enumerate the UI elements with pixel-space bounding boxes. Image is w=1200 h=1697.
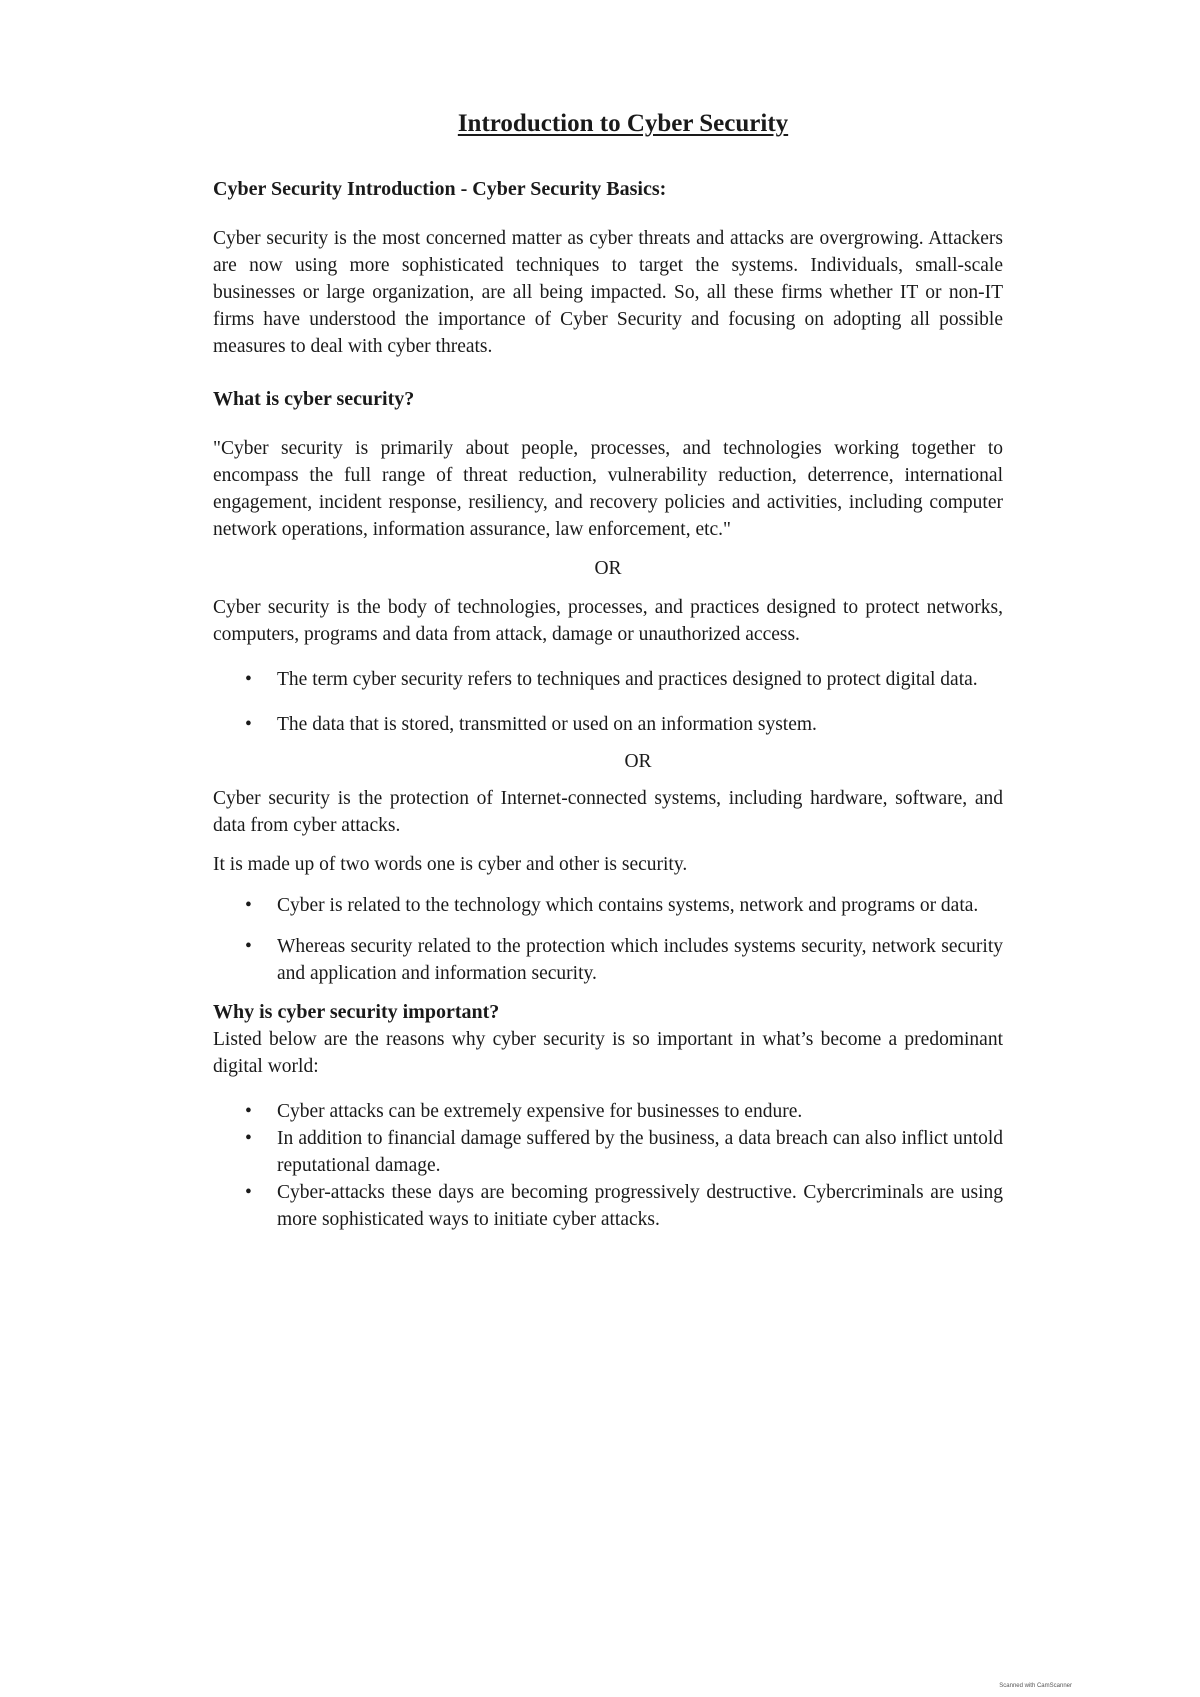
- definition-paragraph: Cyber security is the protection of Internet-connected systems, including hardware, software, and data from cyber attacks.: [213, 788, 1003, 836]
- section-heading-what-is: What is cyber security?: [213, 388, 415, 410]
- or-separator: OR: [624, 751, 652, 772]
- intro-paragraph: Cyber security is the most concerned matter as cyber threats and attacks are overgrowing. Attackers are now using more sophisticated techniques to target the systems. Individuals, small-scale businesses or large organization, are all being impacted. So, all these firms whether IT or non-IT firms have understood the importance of Cyber Security and focusing on adopting all possible measures to deal with cyber threats.: [213, 228, 1003, 357]
- two-words-paragraph: It is made up of two words one is cyber and other is security.: [213, 854, 688, 875]
- importance-intro-paragraph: Listed below are the reasons why cyber security is so important in what’s become a predominant digital world:: [213, 1029, 1003, 1077]
- document-content: [213, 110, 1003, 1233]
- section-heading-why-important: Why is cyber security important?: [213, 1001, 500, 1023]
- list-item: • Cyber-attacks these days are becoming progressively destructive. Cybercriminals are using more sophisticated ways to initiate cyber attacks.: [277, 1179, 1003, 1233]
- words-bullet-list: [213, 892, 1003, 987]
- scanner-watermark: Scanned with CamScanner: [999, 1683, 1072, 1689]
- list-item: • Cyber attacks can be extremely expensive for businesses to endure.: [277, 1098, 1003, 1125]
- page-title: Introduction to Cyber Security: [457, 110, 789, 137]
- section-heading-basics: Cyber Security Introduction - Cyber Security Basics:: [213, 178, 667, 200]
- list-item: • Whereas security related to the protection which includes systems security, network security and application and information security.: [277, 933, 1003, 987]
- importance-bullet-list: [213, 1098, 1003, 1233]
- list-item: • The data that is stored, transmitted or used on an information system.: [277, 711, 1003, 738]
- list-item: • The term cyber security refers to techniques and practices designed to protect digital data.: [277, 666, 1003, 693]
- definition-paragraph: Cyber security is the body of technologies, processes, and practices designed to protect networks, computers, programs and data from attack, damage or unauthorized access.: [213, 597, 1003, 645]
- list-item: • Cyber is related to the technology which contains systems, network and programs or data.: [277, 892, 1003, 919]
- or-separator: OR: [594, 558, 622, 579]
- list-item: • In addition to financial damage suffered by the business, a data breach can also inflict untold reputational damage.: [277, 1125, 1003, 1179]
- definition-quote: "Cyber security is primarily about people, processes, and technologies working together to encompass the full range of threat reduction, vulnerability reduction, deterrence, international engagement, incident response, resiliency, and recovery policies and activities, including computer network operations, information assurance, law enforcement, etc.": [213, 438, 1003, 540]
- definition-bullet-list: [213, 666, 1003, 738]
